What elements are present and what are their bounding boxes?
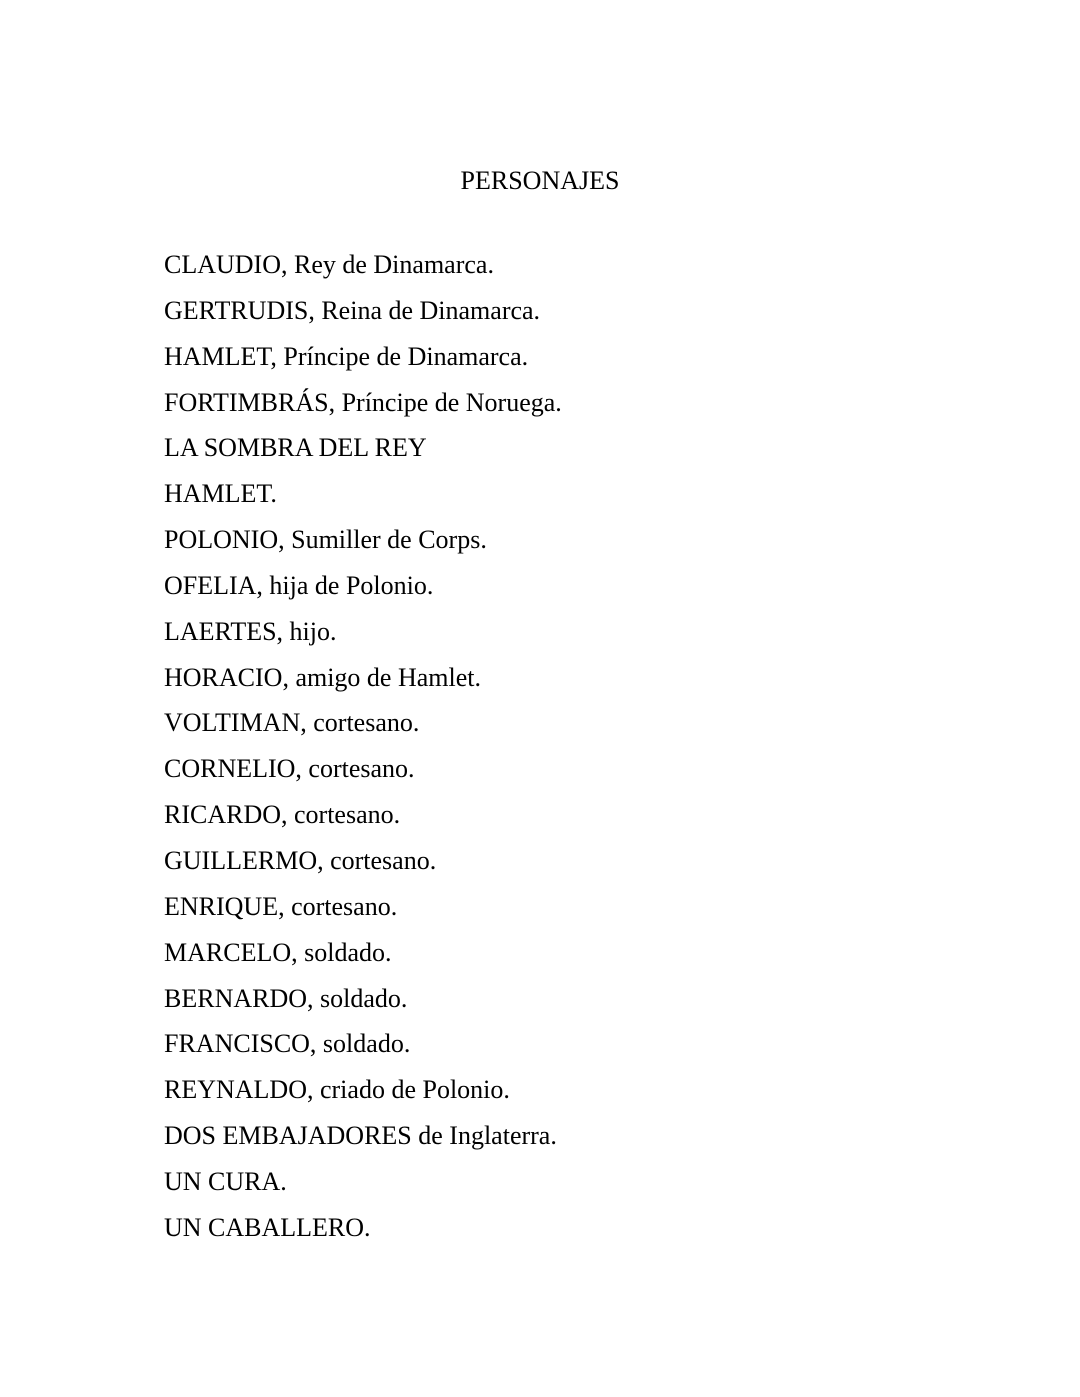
character-entry: HORACIO, amigo de Hamlet.	[164, 662, 482, 692]
character-entry: BERNARDO, soldado.	[164, 983, 408, 1013]
character-entry: ENRIQUE, cortesano.	[164, 891, 398, 921]
character-entry: DOS EMBAJADORES de Inglaterra.	[164, 1121, 557, 1151]
character-entry: HAMLET.	[164, 479, 277, 509]
character-entry: LA SOMBRA DEL REY	[164, 433, 427, 463]
character-entry: FORTIMBRÁS, Príncipe de Noruega.	[164, 387, 562, 417]
character-entry: RICARDO, cortesano.	[164, 800, 401, 830]
character-entry: REYNALDO, criado de Polonio.	[164, 1075, 510, 1105]
character-entry: CORNELIO, cortesano.	[164, 754, 415, 784]
character-entry: OFELIA, hija de Polonio.	[164, 570, 434, 600]
character-entry: VOLTIMAN, cortesano.	[164, 708, 420, 738]
character-entry: GUILLERMO, cortesano.	[164, 845, 437, 875]
page-title: PERSONAJES	[460, 166, 620, 195]
character-entry: HAMLET, Príncipe de Dinamarca.	[164, 341, 529, 371]
character-entry: UN CURA.	[164, 1166, 287, 1196]
character-entry: GERTRUDIS, Reina de Dinamarca.	[164, 295, 541, 325]
character-entry: LAERTES, hijo.	[164, 616, 337, 646]
character-list	[164, 248, 562, 1257]
character-entry: UN CABALLERO.	[164, 1212, 371, 1242]
character-entry: MARCELO, soldado.	[164, 937, 392, 967]
character-entry: POLONIO, Sumiller de Corps.	[164, 525, 487, 555]
character-entry: CLAUDIO, Rey de Dinamarca.	[164, 250, 494, 279]
character-entry: FRANCISCO, soldado.	[164, 1029, 411, 1059]
